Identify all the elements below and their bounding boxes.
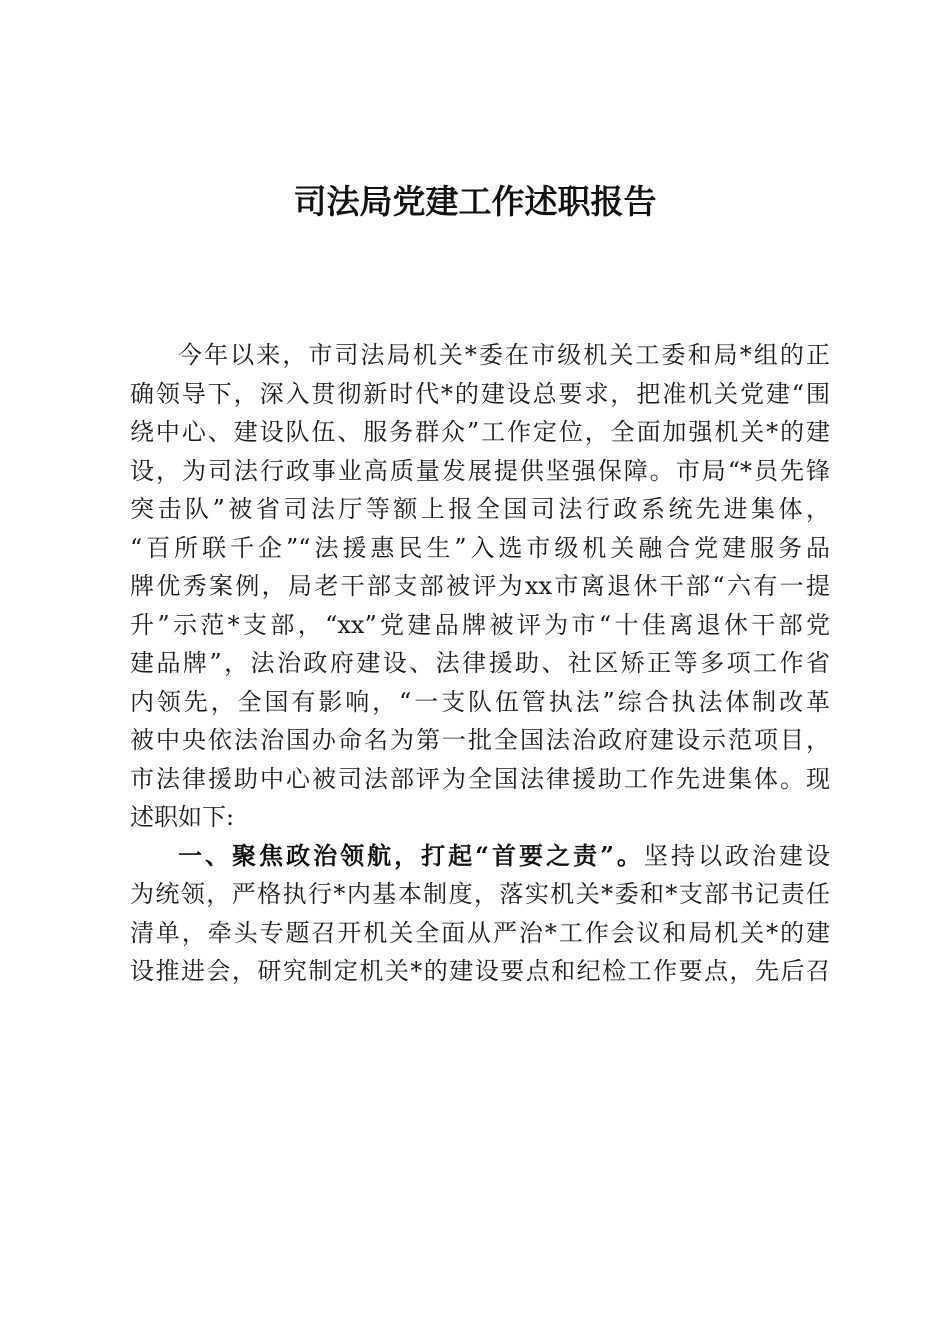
- section-first-line: [130, 837, 830, 876]
- paragraph-line: 升”示范*支部，“xx”党建品牌被评为市“十佳离退休干部党: [130, 610, 830, 639]
- document-body: [130, 336, 830, 991]
- paragraph-line: 确领导下，深入贯彻新时代*的建设总要求，把准机关党建“围: [130, 379, 830, 408]
- paragraph-line: 内领先，全国有影响，“一支队伍管执法”综合执法体制改革: [130, 687, 830, 716]
- paragraph-line: 牌优秀案例，局老干部支部被评为xx市离退休干部“六有一提: [130, 572, 830, 600]
- paragraph-line: 设，为司法行政事业高质量发展提供坚强保障。市局“*员先锋: [130, 456, 830, 485]
- paragraph-line: 清单，牵头专题召开机关全面从严治*工作会议和局机关*的建: [130, 918, 830, 947]
- paragraph-line: 为统领，严格执行*内基本制度，落实机关*委和*支部书记责任: [130, 880, 830, 908]
- paragraph-line: 市法律援助中心被司法部评为全国法律援助工作先进集体。现: [130, 764, 830, 793]
- paragraph-line: 绕中心、建设队伍、服务群众”工作定位，全面加强机关*的建: [130, 418, 830, 446]
- paragraph-line: 今年以来，市司法局机关*委在市级机关工委和局*组的正: [178, 341, 830, 369]
- paragraph-line: 突击队”被省司法厅等额上报全国司法行政系统先进集体，: [130, 495, 830, 523]
- section-one: [130, 837, 830, 991]
- paragraph-line: 建品牌”，法治政府建设、法律援助、社区矫正等多项工作省: [130, 649, 830, 677]
- paragraph-line: 被中央依法治国办命名为第一批全国法治政府建设示范项目，: [130, 726, 830, 754]
- section-heading: 一、聚焦政治领航，打起“首要之责”。: [178, 840, 644, 870]
- paragraph-line: “百所联千企”“法援惠民生”入选市级机关融合党建服务品: [130, 533, 830, 562]
- paragraph-line: 述职如下:: [130, 803, 235, 831]
- section-first-line-text: 坚持以政治建设: [643, 841, 831, 870]
- document-title: 司法局党建工作述职报告: [293, 182, 657, 221]
- paragraph-line: 设推进会，研究制定机关*的建设要点和纪检工作要点，先后召: [130, 957, 830, 985]
- paragraph-intro: [130, 336, 830, 837]
